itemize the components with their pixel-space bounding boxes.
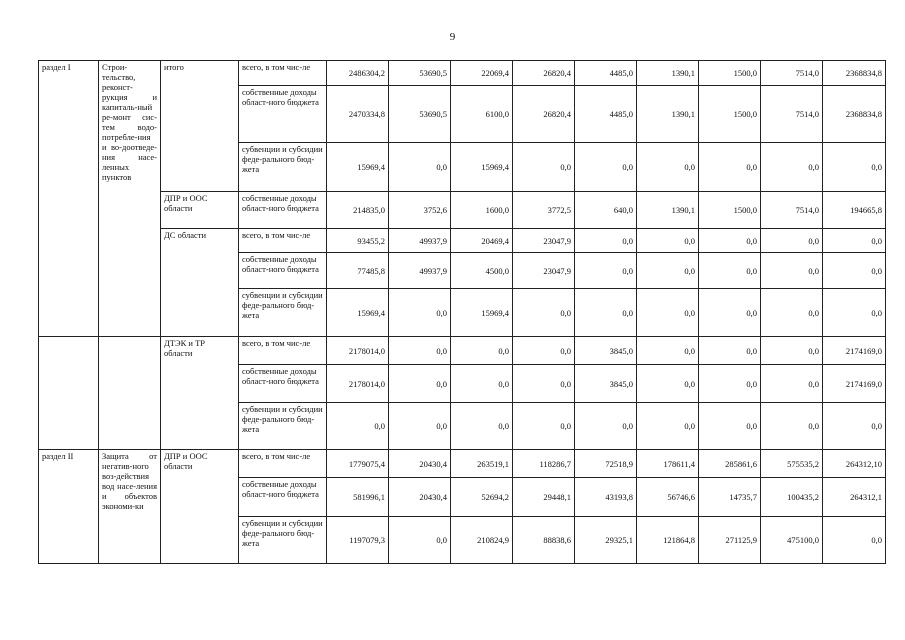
responsible-cell: ДС области (161, 229, 239, 337)
value-cell: 2470334,8 (327, 86, 389, 143)
value-cell: 0,0 (389, 143, 451, 192)
value-cell: 2174169,0 (823, 337, 886, 365)
value-cell: 0,0 (637, 289, 699, 337)
value-cell: 0,0 (637, 253, 699, 289)
value-cell: 15969,4 (327, 143, 389, 192)
value-cell: 0,0 (699, 229, 761, 253)
value-cell: 0,0 (761, 337, 823, 365)
source-cell: собственные доходы област-ного бюджета (239, 86, 327, 143)
value-cell: 20430,4 (389, 450, 451, 478)
value-cell: 2486304,2 (327, 61, 389, 86)
program-cell: Защита от негатив-ного воз-действия вод насе-ления и объектов экономи-ки (99, 450, 161, 564)
program-cell (99, 337, 161, 450)
value-cell: 0,0 (823, 289, 886, 337)
value-cell: 0,0 (637, 337, 699, 365)
value-cell: 29325,1 (575, 517, 637, 564)
value-cell: 2368834,8 (823, 61, 886, 86)
value-cell: 1600,0 (451, 192, 513, 229)
value-cell: 1390,1 (637, 192, 699, 229)
table-row (39, 450, 886, 478)
value-cell: 0,0 (389, 403, 451, 450)
value-cell: 285861,6 (699, 450, 761, 478)
value-cell: 26820,4 (513, 86, 575, 143)
value-cell: 15969,4 (327, 289, 389, 337)
value-cell: 7514,0 (761, 192, 823, 229)
value-cell: 2178014,0 (327, 337, 389, 365)
value-cell: 53690,5 (389, 86, 451, 143)
value-cell: 0,0 (637, 403, 699, 450)
value-cell: 0,0 (823, 517, 886, 564)
value-cell: 1197079,3 (327, 517, 389, 564)
value-cell: 0,0 (575, 289, 637, 337)
value-cell: 0,0 (699, 253, 761, 289)
table-row (39, 192, 886, 229)
value-cell: 0,0 (513, 403, 575, 450)
section-cell: раздел I (39, 61, 99, 337)
value-cell: 4500,0 (451, 253, 513, 289)
value-cell: 1390,1 (637, 86, 699, 143)
section-cell: раздел II (39, 450, 99, 564)
value-cell: 22069,4 (451, 61, 513, 86)
value-cell: 100435,2 (761, 478, 823, 517)
budget-table (38, 60, 886, 564)
table-row (39, 337, 886, 365)
source-cell: субвенции и субсидии феде-рального бюд-жета (239, 143, 327, 192)
value-cell: 23047,9 (513, 229, 575, 253)
source-cell: всего, в том чис-ле (239, 337, 327, 365)
value-cell: 271125,9 (699, 517, 761, 564)
value-cell: 14735,7 (699, 478, 761, 517)
value-cell: 0,0 (699, 143, 761, 192)
value-cell: 0,0 (389, 517, 451, 564)
value-cell: 1390,1 (637, 61, 699, 86)
value-cell: 0,0 (637, 365, 699, 403)
value-cell: 0,0 (575, 229, 637, 253)
value-cell: 2174169,0 (823, 365, 886, 403)
responsible-cell: ДТЭК и ТР области (161, 337, 239, 450)
source-cell: всего, в том чис-ле (239, 229, 327, 253)
source-cell: собственные доходы област-ного бюджета (239, 192, 327, 229)
value-cell: 0,0 (637, 143, 699, 192)
value-cell: 0,0 (761, 365, 823, 403)
value-cell: 0,0 (761, 229, 823, 253)
value-cell: 23047,9 (513, 253, 575, 289)
value-cell: 20430,4 (389, 478, 451, 517)
value-cell: 0,0 (761, 289, 823, 337)
value-cell: 1779075,4 (327, 450, 389, 478)
value-cell: 6100,0 (451, 86, 513, 143)
value-cell: 575535,2 (761, 450, 823, 478)
value-cell: 4485,0 (575, 61, 637, 86)
value-cell: 4485,0 (575, 86, 637, 143)
value-cell: 581996,1 (327, 478, 389, 517)
value-cell: 0,0 (637, 229, 699, 253)
value-cell: 93455,2 (327, 229, 389, 253)
value-cell: 0,0 (513, 289, 575, 337)
source-cell: субвенции и субсидии феде-рального бюд-жета (239, 517, 327, 564)
value-cell: 26820,4 (513, 61, 575, 86)
table-row (39, 229, 886, 253)
value-cell: 49937,9 (389, 229, 451, 253)
value-cell: 72518,9 (575, 450, 637, 478)
value-cell: 3845,0 (575, 365, 637, 403)
value-cell: 20469,4 (451, 229, 513, 253)
responsible-cell: ДПР и ООС области (161, 450, 239, 564)
value-cell: 7514,0 (761, 86, 823, 143)
value-cell: 0,0 (575, 253, 637, 289)
value-cell: 0,0 (699, 365, 761, 403)
value-cell: 56746,6 (637, 478, 699, 517)
value-cell: 0,0 (451, 337, 513, 365)
value-cell: 264312,1 (823, 478, 886, 517)
source-cell: собственные доходы област-ного бюджета (239, 365, 327, 403)
value-cell: 0,0 (699, 289, 761, 337)
value-cell: 3752,6 (389, 192, 451, 229)
value-cell: 43193,8 (575, 478, 637, 517)
value-cell: 0,0 (327, 403, 389, 450)
value-cell: 118286,7 (513, 450, 575, 478)
value-cell: 29448,1 (513, 478, 575, 517)
source-cell: всего, в том чис-ле (239, 450, 327, 478)
value-cell: 52694,2 (451, 478, 513, 517)
value-cell: 15969,4 (451, 289, 513, 337)
value-cell: 0,0 (761, 143, 823, 192)
value-cell: 0,0 (699, 337, 761, 365)
program-cell: Строи-тельство, реконст-рукция и капиталь-ный ре-монт сис-тем водо-потребле-ния и во-доотведе-ния насе-ленных пунктов (99, 61, 161, 337)
value-cell: 0,0 (389, 337, 451, 365)
source-cell: субвенции и субсидии феде-рального бюд-жета (239, 403, 327, 450)
responsible-cell: итого (161, 61, 239, 192)
value-cell: 1500,0 (699, 61, 761, 86)
value-cell: 210824,9 (451, 517, 513, 564)
value-cell: 7514,0 (761, 61, 823, 86)
value-cell: 640,0 (575, 192, 637, 229)
section-cell (39, 337, 99, 450)
value-cell: 194665,8 (823, 192, 886, 229)
value-cell: 0,0 (699, 403, 761, 450)
value-cell: 0,0 (823, 253, 886, 289)
value-cell: 0,0 (513, 365, 575, 403)
value-cell: 263519,1 (451, 450, 513, 478)
source-cell: всего, в том чис-ле (239, 61, 327, 86)
value-cell: 0,0 (823, 229, 886, 253)
value-cell: 49937,9 (389, 253, 451, 289)
table-row (39, 61, 886, 86)
value-cell: 0,0 (823, 403, 886, 450)
value-cell: 77485,8 (327, 253, 389, 289)
value-cell: 0,0 (823, 143, 886, 192)
value-cell: 2178014,0 (327, 365, 389, 403)
value-cell: 0,0 (761, 253, 823, 289)
value-cell: 0,0 (451, 365, 513, 403)
page-number: 9 (449, 31, 456, 43)
value-cell: 3845,0 (575, 337, 637, 365)
value-cell: 53690,5 (389, 61, 451, 86)
value-cell: 3772,5 (513, 192, 575, 229)
value-cell: 214835,0 (327, 192, 389, 229)
value-cell: 0,0 (575, 403, 637, 450)
value-cell: 0,0 (575, 143, 637, 192)
responsible-cell: ДПР и ООС области (161, 192, 239, 229)
value-cell: 178611,4 (637, 450, 699, 478)
source-cell: собственные доходы област-ного бюджета (239, 478, 327, 517)
value-cell: 0,0 (513, 143, 575, 192)
value-cell: 0,0 (389, 365, 451, 403)
value-cell: 1500,0 (699, 192, 761, 229)
value-cell: 15969,4 (451, 143, 513, 192)
value-cell: 2368834,8 (823, 86, 886, 143)
value-cell: 121864,8 (637, 517, 699, 564)
value-cell: 88838,6 (513, 517, 575, 564)
value-cell: 0,0 (513, 337, 575, 365)
value-cell: 475100,0 (761, 517, 823, 564)
value-cell: 0,0 (761, 403, 823, 450)
source-cell: собственные доходы област-ного бюджета (239, 253, 327, 289)
value-cell: 0,0 (389, 289, 451, 337)
value-cell: 0,0 (451, 403, 513, 450)
value-cell: 1500,0 (699, 86, 761, 143)
source-cell: субвенции и субсидии феде-рального бюд-жета (239, 289, 327, 337)
value-cell: 264312,10 (823, 450, 886, 478)
